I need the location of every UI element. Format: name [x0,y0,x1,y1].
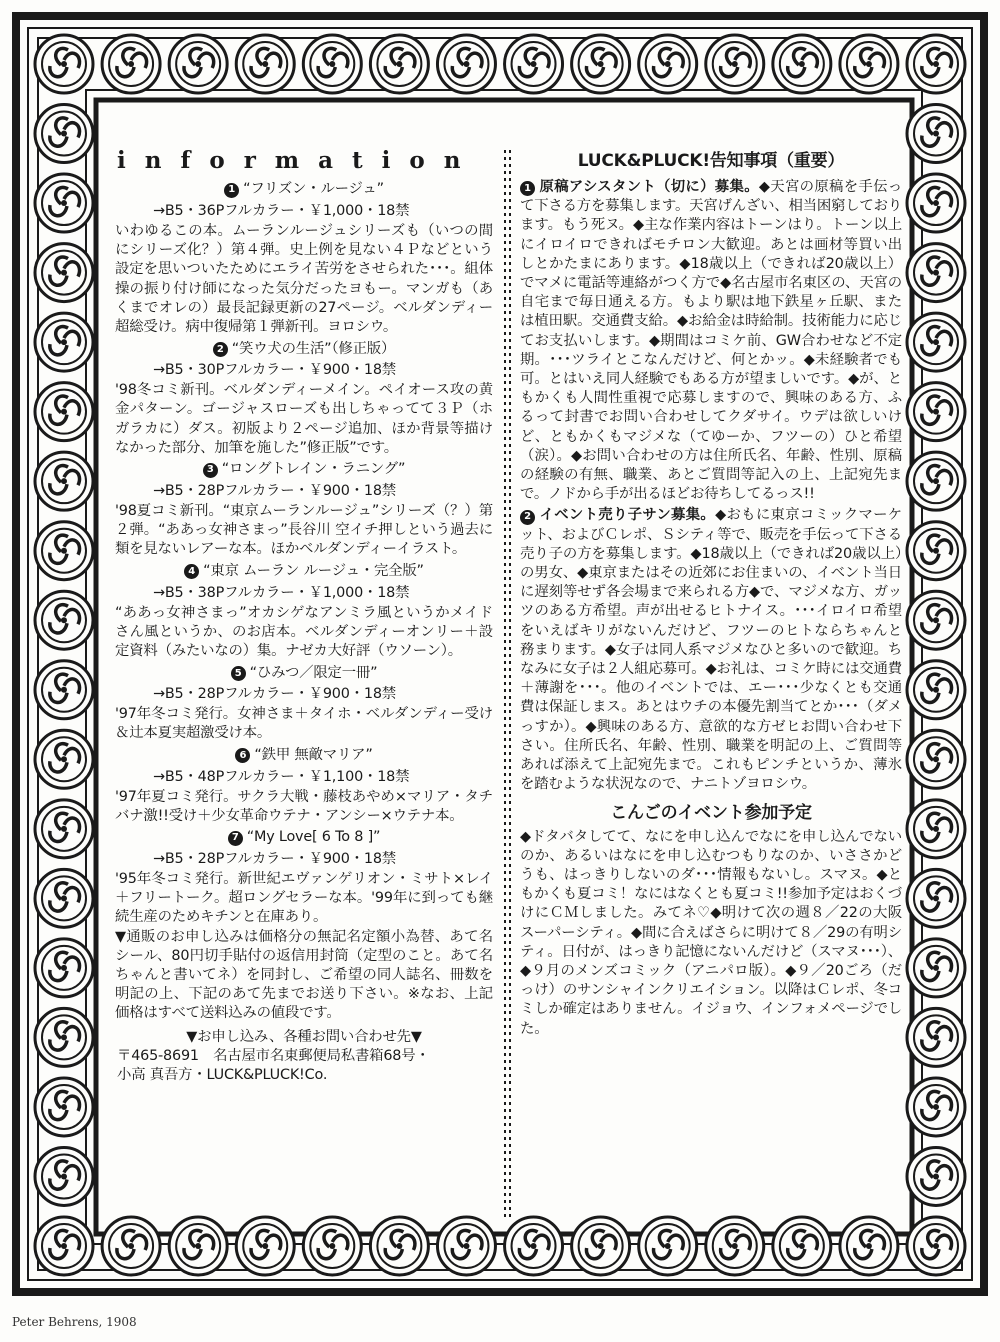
item-description: '97年夏コミ発行。サクラ大戦・藤枝あやめ×マリア・タチバナ激!!受け＋少女革命ウテナ・アンシー×ウテナ本。 [115,788,493,824]
address-title: ▼お申し込み、各種お問い合わせ先▼ [186,1028,422,1045]
item-number-badge: 4 [184,564,199,579]
spiral-ornament [907,730,965,788]
information-title: information [117,147,480,174]
spiral-ornament [35,661,93,719]
spiral-ornament [370,35,428,93]
item-description: いわゆるこの本。ムーランルージュシリーズも（いつの間にシリーズ化？）第４弾。史上例を見ない４Ｐなどという設定を思いついたためにエライ苦労をさせられた･･･。組体操の振り付け師になった気分だったヨもー。マンガも（あくまでオレの）最長記録更新の27ページ。ベルダンディー超総受け。病中復帰第１弾新刊。ヨロシウ。 [115,223,493,336]
spiral-ornament [236,35,294,93]
spiral-ornament [169,1217,227,1275]
spiral-ornament [35,35,93,93]
events-title: こんごのイベント参加予定 [610,802,812,823]
mail-order-text: ▼通販のお申し込みは価格分の無記名定額小為替、あて名シール、80円切手貼付の返信用封筒（定型のこと。あて名ちゃんと書いてネ）を同封し、ご希望の同人誌名、冊数を明記の上、下記のあて先までお送り下さい。※なお、上記価格はすべて送料込みの値段です。 [115,928,493,1022]
spiral-ornament [35,105,93,163]
spiral-ornament [505,1217,563,1275]
item-title: “鉄甲 無敵マリア” [254,747,373,764]
spiral-ornament [840,1217,898,1275]
item-description: '98夏コミ新刊。“東京ムーランルージュ”シリーズ（？）第２弾。“ああっ女神さまっ”長谷川 空イチ押しという過去に類を見ないレアーな本。ほかベルダンディーイラスト。 [115,503,493,558]
spiral-ornament [35,522,93,580]
item-title: “My Love[ 6 To 8 ]” [246,829,381,846]
spiral-ornament [102,35,160,93]
notice-number-badge: 2 [520,510,535,525]
spiral-ornament [169,35,227,93]
item-title: “東京 ムーラン ルージュ・完全版” [203,563,424,580]
item-spec: →B5・28Pフルカラー・￥900・18禁 [153,851,396,868]
item-title-row [115,458,493,482]
spiral-ornament [35,800,93,858]
spiral-ornament [35,174,93,232]
info-item [115,337,493,458]
item-number-badge: 1 [224,183,239,198]
spiral-ornament [35,869,93,927]
info-item [115,560,493,662]
notice-item [520,506,902,794]
item-title: “ひみつ／限定一冊” [249,664,378,681]
spiral-ornament [706,35,764,93]
item-spec: →B5・28Pフルカラー・￥900・18禁 [153,483,396,500]
item-number-badge: 3 [203,463,218,478]
spiral-ornament [907,244,965,302]
spiral-ornament [35,452,93,510]
item-title-row [115,744,493,768]
notice-heading: イベント売り子サン募集。 [539,507,716,524]
item-description: '98冬コミ新刊。ベルダンディーメイン。ペイオース攻の黄金パターン。ゴージャスローズも出しちゃってて３Ｐ（ホガラカに）ダス。初版より２ページ追加、ほか背景等描けなかった部分、加筆を施した”修正版”です。 [115,382,493,456]
spiral-ornament [907,313,965,371]
spiral-ornament [35,1078,93,1136]
spiral-ornament [639,35,697,93]
item-spec: →B5・48Pフルカラー・￥1,100・18禁 [153,768,410,785]
item-spec: →B5・38Pフルカラー・￥1,000・18禁 [153,584,410,601]
address-line-1: 〒465-8691 名古屋市名東郵便局私書箱68号・ [117,1047,430,1064]
spiral-ornament [572,1217,630,1275]
spiral-ornament [907,35,965,93]
spiral-ornament [437,35,495,93]
spiral-ornament [706,1217,764,1275]
image-credit: Peter Behrens, 1908 [12,1315,137,1329]
info-item [115,458,493,560]
notice-title: LUCK&PLUCK!告知事項（重要） [577,151,845,171]
item-number-badge: 7 [228,831,243,846]
item-number-badge: 2 [213,342,228,357]
spiral-ornament [35,591,93,649]
spiral-ornament [35,939,93,997]
spiral-ornament [907,105,965,163]
notice-body: ◆天宮の原稿を手伝って下さる方を募集します。天宮げんざい、相当困窮しております。もう死ヌ。◆主な作業内容はトーンはり。トーン以上にイロイロできればモチロン大歓迎。あとは画材等買い出しとかたまにあります。◆18歳以上（できれば20歳以上）でマメに電話等連絡がつく方で◆名古屋市名東区の、天宮の自宅まで毎日通える方。もより駅は地下鉄星ヶ丘駅、または植田駅。交通費支給。◆お給金は時給制。技術能力に応じてお支払いします。◆期間はコミケ前、GW合わせなど不定期。･･･ツライとこなんだけど、何とかッ。◆未経験者でも可。とはいえ同人経験でもある方が望ましいです。◆が、ともかくも人間性重視で応募しますので、興味のある方、ふるって封書でお問い合わせしてクダサイ。ウデは欲しいけど、ともかくもマジメな（てゆーか、フツーの）ひと希望（涙）。◆お問い合わせの方は住所氏名、年齢、性別、原稿の経験の有無、職業、あとご質問等記入の上、上記宛先まで。ノドから手が出るほどお待ちしてるっス!! [520,179,902,503]
notice-column [520,146,902,1041]
information-column [115,146,493,1085]
spiral-ornament [35,1217,93,1275]
spiral-ornament [907,522,965,580]
spiral-ornament [840,35,898,93]
spiral-ornament [773,1217,831,1275]
notice-number-badge: 1 [520,181,535,196]
spiral-ornament [35,1147,93,1205]
notice-list [520,178,902,795]
spiral-ornament [35,244,93,302]
spiral-ornament [907,1217,965,1275]
item-title: “ロングトレイン・ラニング” [221,461,406,478]
spiral-ornament [907,452,965,510]
spiral-ornament [907,383,965,441]
item-description: “ああっ女神さまっ”オカシゲなアンミラ風というかメイドさん風というか、のお店本。ベルダンディーオンリー＋設定資料（みたいなの）集。ナゼカ大好評（ウソーン）。 [115,604,493,660]
spiral-ornament [303,35,361,93]
item-number-badge: 5 [231,666,246,681]
spiral-ornament [35,313,93,371]
info-item [115,744,493,826]
address-line-2: 小高 真吾方・LUCK&PLUCK!Co. [117,1067,328,1084]
info-item [115,178,493,337]
info-item [115,661,493,743]
item-title-row [115,661,493,685]
spiral-ornament [370,1217,428,1275]
spiral-ornament [773,35,831,93]
spiral-ornament [35,1008,93,1066]
item-title-row [115,560,493,584]
item-title: “フリズン・ルージュ” [243,181,384,198]
item-description: '95年冬コミ発行。新世紀エヴァンゲリオン・ミサト×レイ＋フリートーク。超ロングセラーな本。'99年に到っても継続生産のためキチンと在庫あり。 [115,871,493,926]
spiral-ornament [907,591,965,649]
item-title-row [115,826,493,850]
spiral-ornament [907,1147,965,1205]
notice-heading: 原稿アシスタント（切に）募集。 [539,179,759,195]
notice-body: ◆おもに東京コミックマーケット、およびＣレポ、Ｓシティ等で、販売を手伝って下さる売り子の方を募集します。◆18歳以上（できれば20歳以上）の男女、◆東京またはその近郊にお住まいの、イベント当日に遅刻等せず各会場まで来られる方◆で、マジメな方、ガッツのある方希望。声が出せるヒトナイス。･･･イロイロ希望をいえばキリがないんだけど、フツーのヒトならちゃんと務まります。◆女子は同人系マジメなひと多いので歓迎。ちなみに女子は２人組応募可。◆お礼は、コミケ時には交通費＋薄謝を･･･。他のイベントでは、エー･･･少なくとも交通費は保証しまス。あとはウチの本優先割当てとか･･･（ダメっすか）。◆興味のある方、意欲的な方ゼヒお問い合わせ下さい。住所氏名、年齢、性別、職業を明記の上、ご質問等あれば添えて上記宛先まで。これもピンチというか、薄氷を踏むような状況なので、ナニトゾヨロシウ。 [520,507,902,793]
spiral-ornament [907,174,965,232]
spiral-ornament [907,939,965,997]
info-item [115,826,493,928]
spiral-ornament [639,1217,697,1275]
item-list [115,178,493,928]
item-title-row [115,337,493,361]
spiral-ornament [437,1217,495,1275]
spiral-ornament [907,1008,965,1066]
spiral-ornament [35,383,93,441]
spiral-ornament [907,661,965,719]
spiral-ornament [35,730,93,788]
item-title-row [115,178,493,202]
item-spec: →B5・36Pフルカラー・￥1,000・18禁 [153,203,410,219]
item-spec: →B5・30Pフルカラー・￥900・18禁 [153,362,396,379]
item-title: “笑ウ犬の生活”（修正版） [231,340,396,357]
spiral-ornament [907,800,965,858]
events-text: ◆ドタバタしてて、なにを申し込んでなにを申し込んでないのか、あるいはなにを申し込むつもりなのか、いささかどうも、はっきりしないのダ･･･情報もないし。スマヌ。◆ともかくも夏コミ！なにはなくとも夏コミ!!参加予定はおくづけにＣＭしました。みてネ♡◆明けて次の週８／22の大阪スーパーシティ。◆間に合えばさらに明けて８／29の有明シティ。日付が、はっきり記憶にないんだけど（スマヌ･･･）、◆９月のメンズコミック（アニパロ版）。◆９／20ごろ（だっけ）のサンシャインクリエイション。以降はＣレポ、冬コミしか確定はありません。イジョウ、インフォメページでした。 [520,828,902,1037]
spiral-ornament [907,869,965,927]
spiral-ornament [907,1078,965,1136]
notice-item [520,178,902,504]
spiral-ornament [102,1217,160,1275]
spiral-ornament [236,1217,294,1275]
item-number-badge: 6 [235,748,250,763]
item-spec: →B5・28Pフルカラー・￥900・18禁 [153,686,396,703]
spiral-ornament [505,35,563,93]
item-description: '97年冬コミ発行。女神さま＋タイホ・ベルダンディー受け＆辻本夏実超激受け本。 [115,706,493,742]
spiral-ornament [572,35,630,93]
spiral-ornament [303,1217,361,1275]
